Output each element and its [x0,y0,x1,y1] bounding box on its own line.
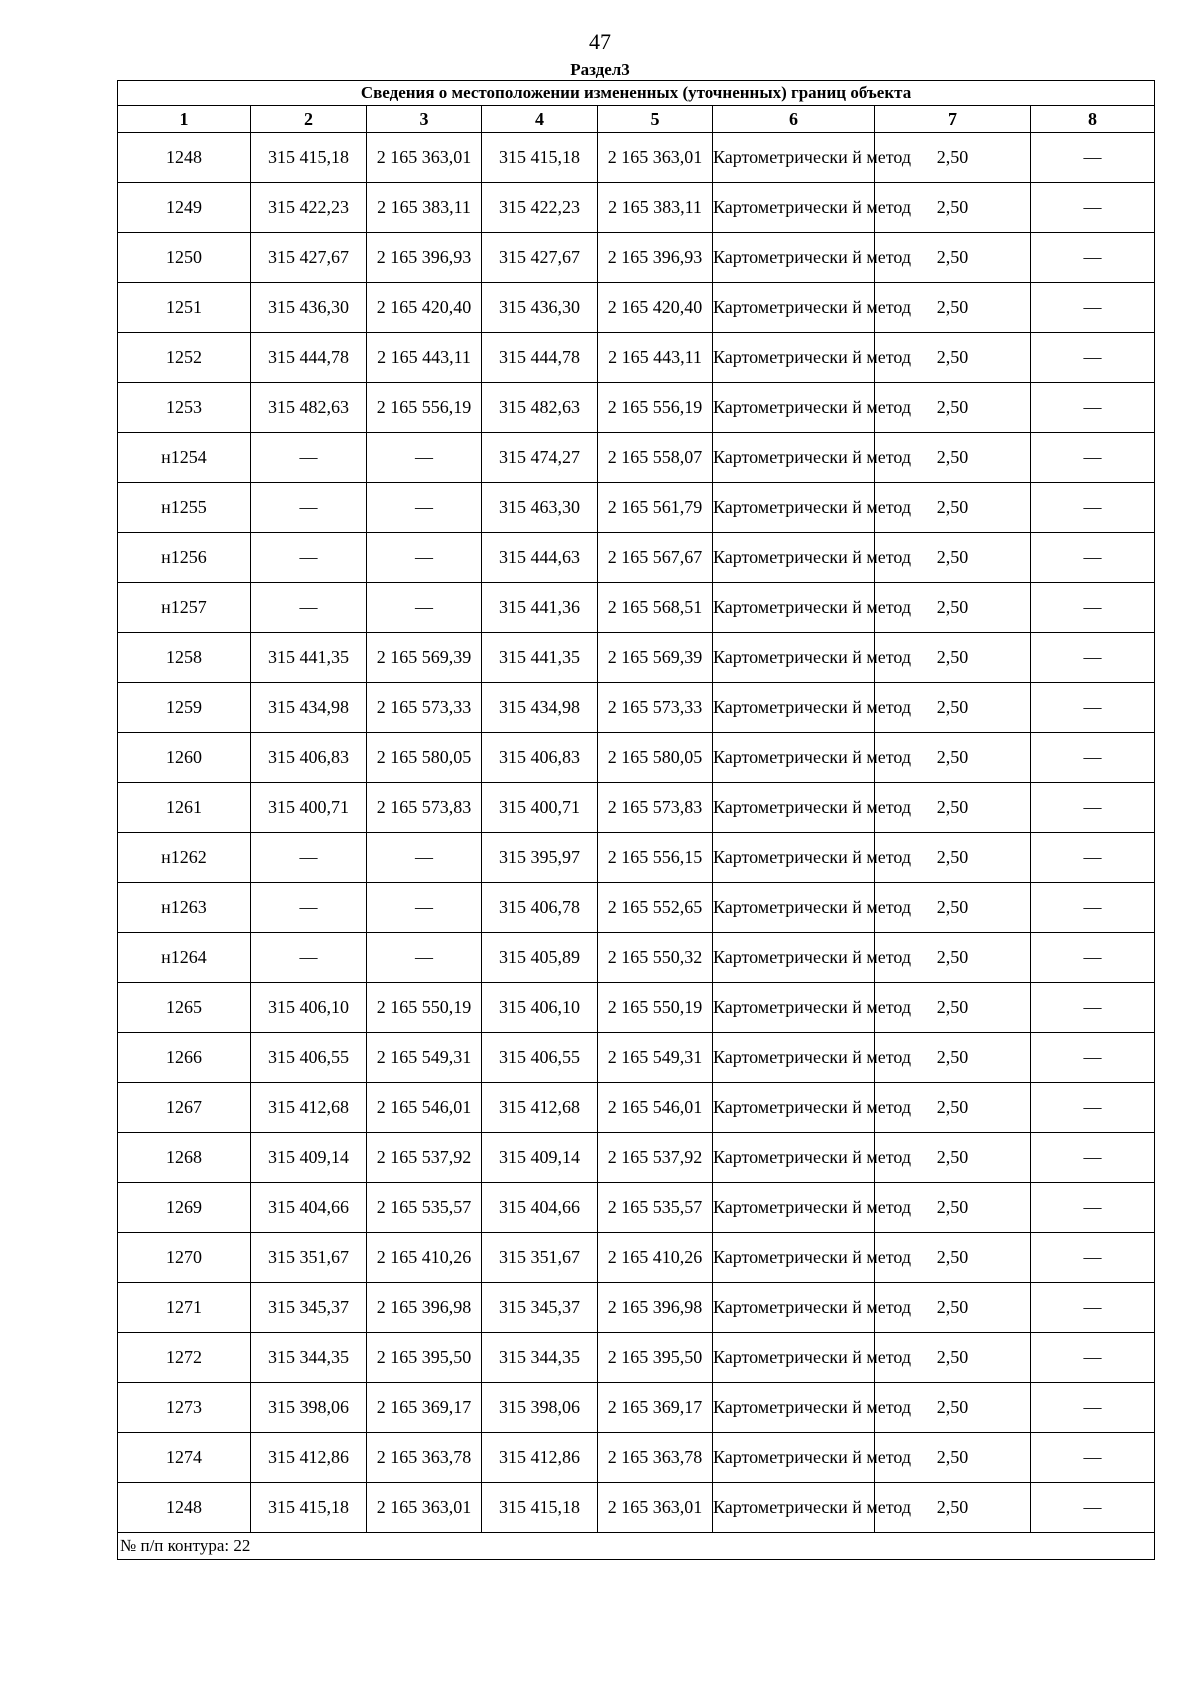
cell-accuracy: 2,50 [875,583,1031,633]
cell-accuracy: 2,50 [875,633,1031,683]
cell-x-new: 315 395,97 [482,833,598,883]
cell-y-new: 2 165 552,65 [598,883,713,933]
boundary-coordinates-table [117,80,1155,1560]
cell-method: Картометрически й метод [713,1483,875,1533]
cell-y-old: 2 165 363,01 [367,133,482,183]
cell-description: — [1031,133,1155,183]
cell-description: — [1031,1183,1155,1233]
cell-point-id: 1265 [118,983,251,1033]
cell-description: — [1031,533,1155,583]
cell-y-new: 2 165 363,01 [598,133,713,183]
table-row [118,533,1155,583]
cell-method: Картометрически й метод [713,733,875,783]
cell-description: — [1031,483,1155,533]
cell-x-old: — [251,883,367,933]
cell-y-old: 2 165 383,11 [367,183,482,233]
cell-x-new: 315 412,68 [482,1083,598,1133]
cell-x-old: 315 415,18 [251,1483,367,1533]
cell-x-new: 315 415,18 [482,133,598,183]
cell-description: — [1031,633,1155,683]
table-caption-row [118,81,1155,106]
table-row [118,933,1155,983]
cell-y-new: 2 165 369,17 [598,1383,713,1433]
cell-method: Картометрически й метод [713,183,875,233]
cell-accuracy: 2,50 [875,1383,1031,1433]
cell-method: Картометрически й метод [713,633,875,683]
column-number: 3 [367,106,482,133]
cell-point-id: 1268 [118,1133,251,1183]
cell-method: Картометрически й метод [713,1033,875,1083]
section-title: Раздел3 [570,60,630,79]
cell-y-old: — [367,533,482,583]
cell-accuracy: 2,50 [875,533,1031,583]
cell-description: — [1031,283,1155,333]
column-number: 4 [482,106,598,133]
cell-x-old: — [251,583,367,633]
cell-accuracy: 2,50 [875,833,1031,883]
cell-x-old: — [251,483,367,533]
cell-y-old: 2 165 410,26 [367,1233,482,1283]
cell-y-old: 2 165 556,19 [367,383,482,433]
cell-y-old: 2 165 396,93 [367,233,482,283]
cell-y-new: 2 165 556,15 [598,833,713,883]
table-row [118,1383,1155,1433]
cell-accuracy: 2,50 [875,783,1031,833]
cell-y-old: 2 165 537,92 [367,1133,482,1183]
table-row [118,1083,1155,1133]
cell-x-old: 315 406,83 [251,733,367,783]
table-row [118,1433,1155,1483]
cell-y-new: 2 165 535,57 [598,1183,713,1233]
cell-y-old: 2 165 395,50 [367,1333,482,1383]
cell-x-old: — [251,533,367,583]
table-row [118,633,1155,683]
table-row [118,1033,1155,1083]
column-number: 2 [251,106,367,133]
cell-method: Картометрически й метод [713,1383,875,1433]
cell-x-new: 315 409,14 [482,1133,598,1183]
cell-y-new: 2 165 410,26 [598,1233,713,1283]
cell-y-new: 2 165 561,79 [598,483,713,533]
cell-y-new: 2 165 573,33 [598,683,713,733]
column-number: 7 [875,106,1031,133]
table-row [118,283,1155,333]
cell-x-new: 315 422,23 [482,183,598,233]
cell-y-new: 2 165 567,67 [598,533,713,583]
column-number: 5 [598,106,713,133]
cell-x-new: 315 344,35 [482,1333,598,1383]
page-number: 47 [589,29,611,54]
cell-x-new: 315 444,78 [482,333,598,383]
cell-y-new: 2 165 580,05 [598,733,713,783]
cell-x-old: 315 345,37 [251,1283,367,1333]
cell-accuracy: 2,50 [875,183,1031,233]
cell-method: Картометрически й метод [713,933,875,983]
cell-description: — [1031,433,1155,483]
contour-number-note: № п/п контура: 22 [118,1533,1155,1560]
cell-y-old: 2 165 549,31 [367,1033,482,1083]
table-row [118,883,1155,933]
cell-point-id: н1257 [118,583,251,633]
cell-description: — [1031,933,1155,983]
cell-method: Картометрически й метод [713,1183,875,1233]
cell-accuracy: 2,50 [875,983,1031,1033]
cell-description: — [1031,233,1155,283]
cell-accuracy: 2,50 [875,883,1031,933]
cell-y-old: 2 165 443,11 [367,333,482,383]
cell-point-id: 1248 [118,1483,251,1533]
cell-x-new: 315 405,89 [482,933,598,983]
cell-point-id: 1249 [118,183,251,233]
cell-description: — [1031,983,1155,1033]
cell-point-id: 1271 [118,1283,251,1333]
table-row [118,333,1155,383]
table-row [118,1483,1155,1533]
cell-y-old: 2 165 396,98 [367,1283,482,1333]
cell-description: — [1031,1433,1155,1483]
cell-x-old: — [251,833,367,883]
cell-method: Картометрически й метод [713,333,875,383]
cell-point-id: 1248 [118,133,251,183]
cell-x-old: 315 404,66 [251,1183,367,1233]
cell-y-new: 2 165 396,98 [598,1283,713,1333]
column-number: 8 [1031,106,1155,133]
cell-y-new: 2 165 556,19 [598,383,713,433]
cell-x-new: 315 434,98 [482,683,598,733]
table-row [118,1183,1155,1233]
cell-y-new: 2 165 443,11 [598,333,713,383]
cell-point-id: н1254 [118,433,251,483]
cell-point-id: 1258 [118,633,251,683]
table-row [118,1233,1155,1283]
cell-y-old: 2 165 420,40 [367,283,482,333]
cell-y-old: 2 165 573,33 [367,683,482,733]
cell-x-old: 315 351,67 [251,1233,367,1283]
cell-method: Картометрически й метод [713,433,875,483]
cell-x-new: 315 474,27 [482,433,598,483]
cell-method: Картометрически й метод [713,283,875,333]
cell-method: Картометрически й метод [713,833,875,883]
cell-point-id: 1250 [118,233,251,283]
cell-y-new: 2 165 549,31 [598,1033,713,1083]
cell-point-id: 1273 [118,1383,251,1433]
cell-x-new: 315 412,86 [482,1433,598,1483]
cell-point-id: 1251 [118,283,251,333]
cell-x-old: 315 400,71 [251,783,367,833]
cell-accuracy: 2,50 [875,733,1031,783]
cell-description: — [1031,1283,1155,1333]
cell-method: Картометрически й метод [713,783,875,833]
cell-method: Картометрически й метод [713,1433,875,1483]
cell-x-old: 315 415,18 [251,133,367,183]
cell-point-id: 1274 [118,1433,251,1483]
table-row [118,233,1155,283]
cell-y-old: 2 165 573,83 [367,783,482,833]
cell-accuracy: 2,50 [875,683,1031,733]
cell-x-new: 315 482,63 [482,383,598,433]
cell-x-old: 315 398,06 [251,1383,367,1433]
cell-y-new: 2 165 420,40 [598,283,713,333]
cell-y-new: 2 165 569,39 [598,633,713,683]
cell-x-old: 315 427,67 [251,233,367,283]
cell-x-new: 315 398,06 [482,1383,598,1433]
cell-x-old: 315 422,23 [251,183,367,233]
cell-point-id: 1267 [118,1083,251,1133]
cell-point-id: 1269 [118,1183,251,1233]
cell-x-old: 315 482,63 [251,383,367,433]
cell-accuracy: 2,50 [875,1433,1031,1483]
cell-point-id: 1252 [118,333,251,383]
cell-y-new: 2 165 363,78 [598,1433,713,1483]
column-number: 6 [713,106,875,133]
cell-x-new: 315 436,30 [482,283,598,333]
cell-accuracy: 2,50 [875,1483,1031,1533]
cell-y-old: 2 165 369,17 [367,1383,482,1433]
cell-accuracy: 2,50 [875,1333,1031,1383]
cell-accuracy: 2,50 [875,1033,1031,1083]
cell-x-new: 315 351,67 [482,1233,598,1283]
cell-y-old: 2 165 550,19 [367,983,482,1033]
cell-x-old: 315 406,55 [251,1033,367,1083]
cell-method: Картометрически й метод [713,133,875,183]
cell-description: — [1031,1233,1155,1283]
cell-y-old: — [367,933,482,983]
cell-description: — [1031,1133,1155,1183]
table-row [118,983,1155,1033]
cell-method: Картометрически й метод [713,983,875,1033]
cell-accuracy: 2,50 [875,433,1031,483]
cell-x-new: 315 463,30 [482,483,598,533]
cell-y-new: 2 165 550,19 [598,983,713,1033]
cell-x-old: 315 409,14 [251,1133,367,1183]
cell-y-new: 2 165 558,07 [598,433,713,483]
cell-x-new: 315 427,67 [482,233,598,283]
cell-y-new: 2 165 395,50 [598,1333,713,1383]
cell-point-id: 1253 [118,383,251,433]
cell-description: — [1031,683,1155,733]
table-row [118,183,1155,233]
cell-x-new: 315 400,71 [482,783,598,833]
table-row [118,683,1155,733]
table-row [118,833,1155,883]
cell-method: Картометрически й метод [713,533,875,583]
cell-x-new: 315 444,63 [482,533,598,583]
table-row [118,433,1155,483]
cell-accuracy: 2,50 [875,1233,1031,1283]
table-row [118,1333,1155,1383]
cell-accuracy: 2,50 [875,133,1031,183]
cell-x-old: 315 344,35 [251,1333,367,1383]
cell-x-new: 315 406,78 [482,883,598,933]
cell-x-new: 315 415,18 [482,1483,598,1533]
cell-description: — [1031,583,1155,633]
cell-accuracy: 2,50 [875,1183,1031,1233]
cell-method: Картометрически й метод [713,383,875,433]
cell-method: Картометрически й метод [713,1333,875,1383]
cell-point-id: н1263 [118,883,251,933]
table-row [118,733,1155,783]
cell-x-old: 315 412,68 [251,1083,367,1133]
table-caption: Сведения о местоположении измененных (уточненных) границ объекта [118,81,1155,106]
cell-x-old: 315 436,30 [251,283,367,333]
cell-y-old: 2 165 363,78 [367,1433,482,1483]
cell-accuracy: 2,50 [875,1083,1031,1133]
cell-y-old: 2 165 535,57 [367,1183,482,1233]
cell-x-new: 315 406,55 [482,1033,598,1083]
cell-x-new: 315 406,10 [482,983,598,1033]
cell-x-old: 315 441,35 [251,633,367,683]
cell-method: Картометрически й метод [713,583,875,633]
cell-accuracy: 2,50 [875,233,1031,283]
table-footer-row [118,1533,1155,1560]
cell-x-new: 315 406,83 [482,733,598,783]
cell-accuracy: 2,50 [875,1283,1031,1333]
cell-y-new: 2 165 363,01 [598,1483,713,1533]
cell-method: Картометрически й метод [713,683,875,733]
cell-y-old: — [367,433,482,483]
cell-point-id: н1256 [118,533,251,583]
table-row [118,783,1155,833]
cell-y-new: 2 165 550,32 [598,933,713,983]
cell-x-old: — [251,933,367,983]
cell-y-old: 2 165 546,01 [367,1083,482,1133]
cell-x-old: 315 434,98 [251,683,367,733]
cell-x-old: — [251,433,367,483]
cell-x-new: 315 441,36 [482,583,598,633]
cell-y-old: — [367,833,482,883]
cell-x-new: 315 441,35 [482,633,598,683]
cell-x-old: 315 406,10 [251,983,367,1033]
cell-point-id: н1255 [118,483,251,533]
cell-accuracy: 2,50 [875,333,1031,383]
cell-description: — [1031,783,1155,833]
cell-y-old: — [367,483,482,533]
table-row [118,1133,1155,1183]
cell-description: — [1031,383,1155,433]
cell-description: — [1031,733,1155,783]
cell-y-new: 2 165 568,51 [598,583,713,633]
cell-description: — [1031,183,1155,233]
cell-x-old: 315 412,86 [251,1433,367,1483]
cell-accuracy: 2,50 [875,483,1031,533]
column-number-row [118,106,1155,133]
cell-point-id: н1262 [118,833,251,883]
cell-method: Картометрически й метод [713,1133,875,1183]
cell-description: — [1031,1383,1155,1433]
cell-point-id: 1260 [118,733,251,783]
cell-y-old: 2 165 580,05 [367,733,482,783]
cell-description: — [1031,1333,1155,1383]
cell-y-new: 2 165 573,83 [598,783,713,833]
cell-method: Картометрически й метод [713,1283,875,1333]
cell-point-id: н1264 [118,933,251,983]
cell-point-id: 1259 [118,683,251,733]
column-number: 1 [118,106,251,133]
cell-accuracy: 2,50 [875,383,1031,433]
cell-method: Картометрически й метод [713,483,875,533]
cell-accuracy: 2,50 [875,1133,1031,1183]
cell-y-new: 2 165 546,01 [598,1083,713,1133]
cell-x-new: 315 345,37 [482,1283,598,1333]
cell-accuracy: 2,50 [875,283,1031,333]
cell-y-new: 2 165 537,92 [598,1133,713,1183]
cell-description: — [1031,333,1155,383]
table-row [118,383,1155,433]
table-row [118,1283,1155,1333]
table-row [118,483,1155,533]
cell-method: Картометрически й метод [713,1233,875,1283]
cell-x-old: 315 444,78 [251,333,367,383]
cell-point-id: 1270 [118,1233,251,1283]
cell-description: — [1031,1033,1155,1083]
cell-y-old: 2 165 569,39 [367,633,482,683]
cell-point-id: 1266 [118,1033,251,1083]
cell-method: Картометрически й метод [713,233,875,283]
cell-method: Картометрически й метод [713,1083,875,1133]
cell-description: — [1031,883,1155,933]
cell-method: Картометрически й метод [713,883,875,933]
cell-y-old: 2 165 363,01 [367,1483,482,1533]
cell-y-old: — [367,883,482,933]
cell-description: — [1031,1483,1155,1533]
cell-y-old: — [367,583,482,633]
cell-y-new: 2 165 383,11 [598,183,713,233]
table-row [118,133,1155,183]
cell-x-new: 315 404,66 [482,1183,598,1233]
table-row [118,583,1155,633]
cell-description: — [1031,833,1155,883]
cell-y-new: 2 165 396,93 [598,233,713,283]
cell-point-id: 1272 [118,1333,251,1383]
cell-description: — [1031,1083,1155,1133]
cell-point-id: 1261 [118,783,251,833]
cell-accuracy: 2,50 [875,933,1031,983]
